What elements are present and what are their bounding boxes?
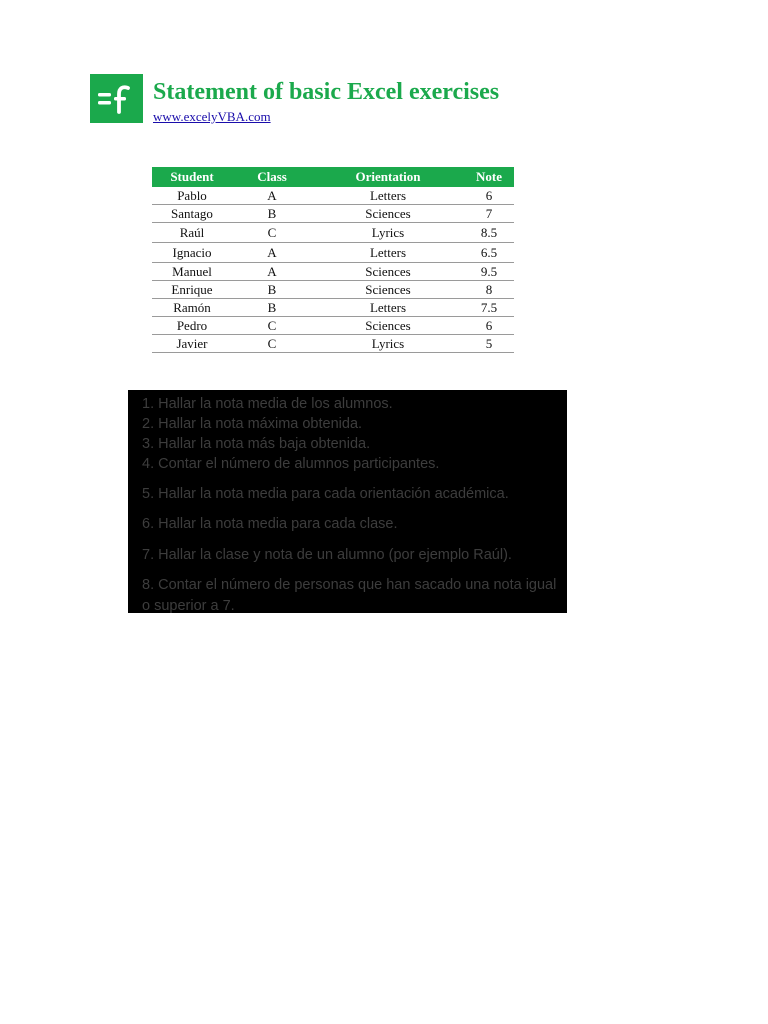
column-header-student: Student	[152, 167, 232, 187]
equals-f-logo-icon	[90, 74, 143, 123]
cell-class: C	[232, 223, 312, 243]
cell-class: A	[232, 243, 312, 263]
cell-note: 6	[464, 187, 514, 205]
cell-orientation: Sciences	[312, 281, 464, 299]
cell-class: A	[232, 263, 312, 281]
cell-student: Javier	[152, 335, 232, 353]
column-header-orientation: Orientation	[312, 167, 464, 187]
table-row	[152, 223, 514, 243]
cell-note: 5	[464, 335, 514, 353]
cell-orientation: Lyrics	[312, 335, 464, 353]
cell-class: A	[232, 187, 312, 205]
exercise-item: 6. Hallar la nota media para cada clase.	[142, 516, 398, 532]
column-header-note: Note	[464, 167, 514, 187]
exercise-item: 3. Hallar la nota más baja obtenida.	[142, 436, 371, 452]
exercise-item: 8. Contar el número de personas que han sacado una nota igual o superior a 7.	[142, 577, 557, 613]
exercise-item: 1. Hallar la nota media de los alumnos.	[142, 396, 393, 412]
table-row	[152, 299, 514, 317]
column-header-class: Class	[232, 167, 312, 187]
cell-student: Enrique	[152, 281, 232, 299]
cell-orientation: Sciences	[312, 205, 464, 223]
table-row	[152, 187, 514, 205]
cell-orientation: Letters	[312, 187, 464, 205]
exercise-item: 2. Hallar la nota máxima obtenida.	[142, 416, 363, 432]
cell-note: 7	[464, 205, 514, 223]
cell-orientation: Lyrics	[312, 223, 464, 243]
cell-note: 7.5	[464, 299, 514, 317]
cell-orientation: Sciences	[312, 263, 464, 281]
table-row	[152, 317, 514, 335]
exercise-item: 5. Hallar la nota media para cada orientación académica.	[142, 486, 509, 502]
cell-class: B	[232, 299, 312, 317]
cell-note: 8	[464, 281, 514, 299]
cell-student: Ramón	[152, 299, 232, 317]
page-title: Statement of basic Excel exercises	[153, 79, 500, 105]
grades-table	[152, 167, 514, 353]
exercise-item: 4. Contar el número de alumnos participantes.	[142, 456, 440, 472]
cell-note: 8.5	[464, 223, 514, 243]
cell-note: 6.5	[464, 243, 514, 263]
cell-class: B	[232, 281, 312, 299]
cell-student: Pedro	[152, 317, 232, 335]
cell-note: 9.5	[464, 263, 514, 281]
cell-student: Manuel	[152, 263, 232, 281]
table-row	[152, 335, 514, 353]
cell-orientation: Letters	[312, 299, 464, 317]
exercise-list	[128, 390, 567, 613]
cell-class: B	[232, 205, 312, 223]
cell-class: C	[232, 335, 312, 353]
logo-icon	[90, 74, 143, 123]
cell-student: Pablo	[152, 187, 232, 205]
cell-class: C	[232, 317, 312, 335]
table-row	[152, 263, 514, 281]
table-row	[152, 281, 514, 299]
table-row	[152, 243, 514, 263]
cell-student: Ignacio	[152, 243, 232, 263]
cell-student: Raúl	[152, 223, 232, 243]
cell-orientation: Letters	[312, 243, 464, 263]
cell-orientation: Sciences	[312, 317, 464, 335]
website-link[interactable]: www.excelyVBA.com	[153, 109, 271, 124]
cell-student: Santago	[152, 205, 232, 223]
exercise-item: 7. Hallar la clase y nota de un alumno (por ejemplo Raúl).	[142, 547, 512, 563]
table-header-row	[152, 167, 514, 187]
table-row	[152, 205, 514, 223]
cell-note: 6	[464, 317, 514, 335]
